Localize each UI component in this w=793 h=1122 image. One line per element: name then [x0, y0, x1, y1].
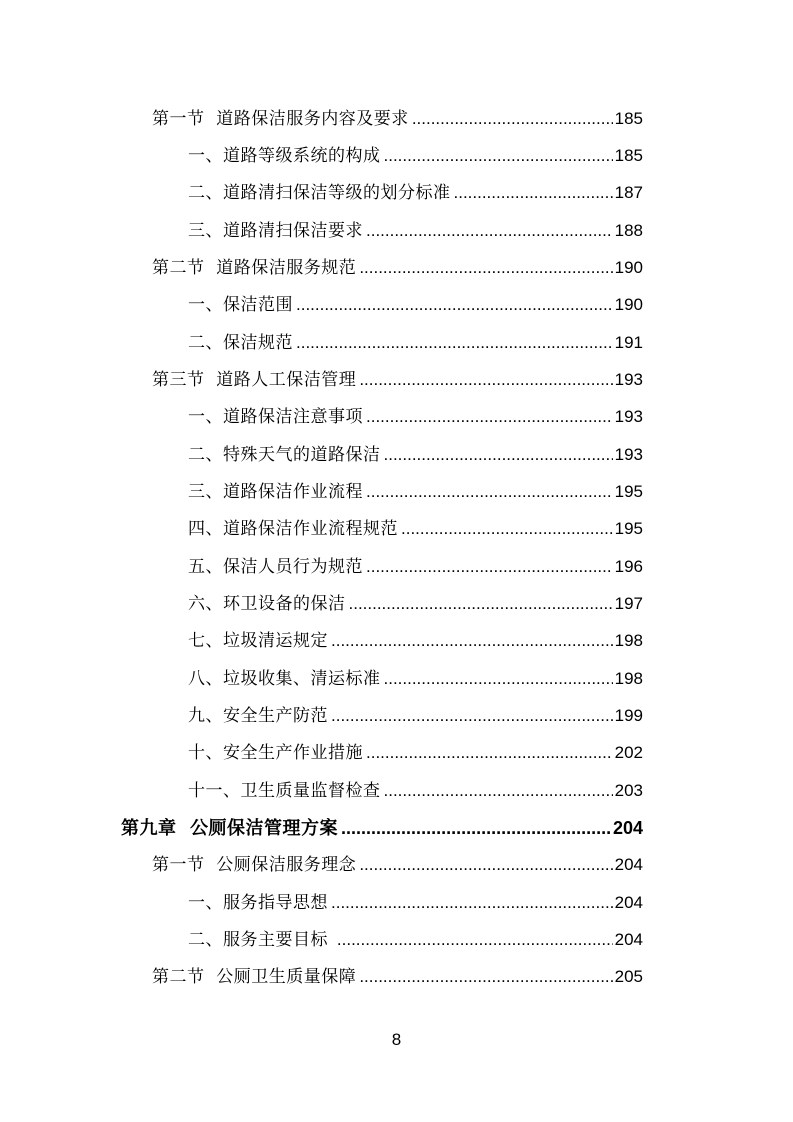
- toc-entry-page: 187: [614, 183, 643, 202]
- toc-entry[interactable]: [188, 628, 643, 654]
- toc-entry[interactable]: [188, 890, 643, 916]
- toc-entry-page: 198: [614, 669, 643, 688]
- dot-leader: [359, 852, 612, 878]
- toc-entry[interactable]: [188, 330, 643, 356]
- toc-entry-title: 第九章 公厕保洁管理方案: [121, 818, 339, 839]
- toc-entry[interactable]: [152, 367, 643, 393]
- toc-entry-page: 204: [614, 893, 643, 912]
- toc-entry-page: 202: [614, 743, 643, 762]
- toc-entry[interactable]: [188, 479, 643, 505]
- dot-leader: [401, 516, 613, 542]
- toc-entry-title: 二、服务主要目标: [188, 930, 334, 950]
- toc-entry-title: 六、环卫设备的保洁: [188, 594, 346, 614]
- toc-entry-page: 204: [614, 930, 643, 949]
- toc-chapter-entry[interactable]: [121, 815, 643, 841]
- dot-leader: [337, 927, 613, 953]
- dot-leader: [331, 628, 613, 654]
- page-number: 8: [391, 1030, 402, 1049]
- toc-entry-title: 五、保洁人员行为规范: [188, 557, 363, 577]
- dot-leader: [366, 740, 613, 766]
- toc-entry-title: 第二节 道路保洁服务规范: [152, 258, 357, 278]
- dot-leader: [349, 591, 613, 617]
- toc-entry-title: 七、垃圾清运规定: [188, 631, 328, 651]
- toc-entry-page: 195: [614, 519, 643, 538]
- toc-entry[interactable]: [188, 516, 643, 542]
- toc-entry-page: 195: [614, 482, 643, 501]
- toc-entry-page: 199: [614, 706, 643, 725]
- toc-entry-page: 203: [614, 781, 643, 800]
- dot-leader: [366, 404, 613, 430]
- dot-leader: [366, 479, 613, 505]
- toc-entry-title: 四、道路保洁作业流程规范: [188, 519, 398, 539]
- toc-entry-title: 八、垃圾收集、清运标准: [188, 669, 381, 689]
- dot-leader: [331, 703, 613, 729]
- toc-entry[interactable]: [188, 218, 643, 244]
- toc-entry-page: 197: [614, 594, 643, 613]
- dot-leader: [359, 964, 612, 990]
- dot-leader: [359, 367, 612, 393]
- toc-entry-page: 204: [612, 818, 643, 838]
- toc-entry[interactable]: [188, 554, 643, 580]
- toc-entry-title: 一、道路等级系统的构成: [188, 146, 381, 166]
- toc-entry[interactable]: [188, 927, 643, 953]
- dot-leader: [412, 106, 613, 132]
- toc-entry-page: 193: [614, 407, 643, 426]
- toc-entry-page: 196: [614, 557, 643, 576]
- toc-entry-title: 第三节 道路人工保洁管理: [152, 370, 357, 390]
- toc-entry[interactable]: [188, 180, 643, 206]
- dot-leader: [384, 442, 613, 468]
- toc-entry-title: 第一节 公厕保洁服务理念: [152, 855, 357, 875]
- toc-entry[interactable]: [188, 143, 643, 169]
- toc-entry-page: 205: [614, 967, 643, 986]
- toc-entry[interactable]: [188, 778, 643, 804]
- toc-entry-title: 一、保洁范围: [188, 295, 293, 315]
- dot-leader: [384, 778, 613, 804]
- toc-entry-page: 198: [614, 631, 643, 650]
- toc-entry[interactable]: [152, 964, 643, 990]
- toc-entry[interactable]: [188, 404, 643, 430]
- toc-entry-page: 191: [614, 333, 643, 352]
- toc-entry-page: 185: [614, 146, 643, 165]
- toc-entry-title: 二、特殊天气的道路保洁: [188, 445, 381, 465]
- toc-entry[interactable]: [188, 666, 643, 692]
- toc-entry-title: 三、道路清扫保洁要求: [188, 221, 363, 241]
- dot-leader: [296, 292, 613, 318]
- dot-leader: [331, 890, 613, 916]
- toc-entry-page: 188: [614, 221, 643, 240]
- toc-entry-page: 204: [614, 855, 643, 874]
- toc-entry-page: 185: [614, 109, 643, 128]
- toc-entry-title: 第一节 道路保洁服务内容及要求: [152, 109, 409, 129]
- toc-entry-page: 193: [614, 445, 643, 464]
- toc-entry[interactable]: [188, 740, 643, 766]
- toc-entry-title: 一、服务指导思想: [188, 893, 328, 913]
- toc-entry-page: 193: [614, 370, 643, 389]
- toc-entry-page: 190: [614, 295, 643, 314]
- toc-entry-title: 二、保洁规范: [188, 333, 293, 353]
- toc-entry[interactable]: [188, 292, 643, 318]
- toc-entry-title: 九、安全生产防范: [188, 706, 328, 726]
- toc-entry[interactable]: [152, 106, 643, 132]
- dot-leader: [384, 143, 613, 169]
- dot-leader: [366, 554, 613, 580]
- toc-entry[interactable]: [188, 442, 643, 468]
- toc-entry-title: 一、道路保洁注意事项: [188, 407, 363, 427]
- dot-leader: [366, 218, 613, 244]
- dot-leader: [454, 180, 613, 206]
- dot-leader: [296, 330, 613, 356]
- toc-entry-title: 十、安全生产作业措施: [188, 743, 363, 763]
- toc-entry[interactable]: [152, 255, 643, 281]
- dot-leader: [359, 255, 612, 281]
- toc-entry-title: 十一、卫生质量监督检查: [188, 781, 381, 801]
- dot-leader: [384, 666, 613, 692]
- toc-entry-page: 190: [614, 258, 643, 277]
- toc-entry[interactable]: [152, 852, 643, 878]
- dot-leader: [341, 815, 611, 841]
- toc-entry[interactable]: [188, 591, 643, 617]
- toc-entry-title: 三、道路保洁作业流程: [188, 482, 363, 502]
- toc-entry-title: 二、道路清扫保洁等级的划分标准: [188, 183, 451, 203]
- toc-entry[interactable]: [188, 703, 643, 729]
- toc-entry-title: 第二节 公厕卫生质量保障: [152, 967, 357, 987]
